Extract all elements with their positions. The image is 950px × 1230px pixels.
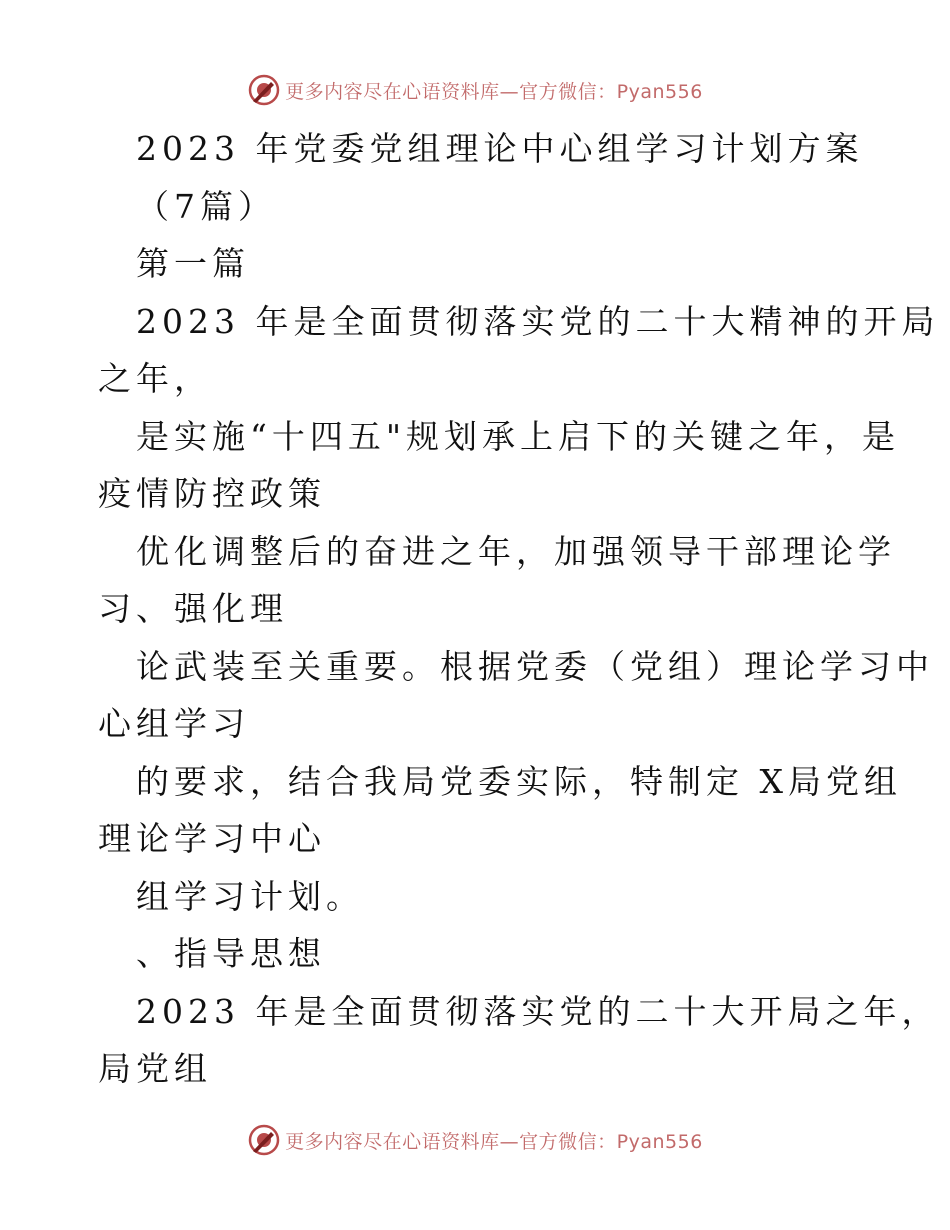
paragraph-line: 是实施“十四五"规划承上启下的关键之年，是	[136, 416, 901, 456]
section-heading: 第一篇	[136, 244, 250, 283]
paragraph-line: 的要求，结合我局党委实际，特制定 X局党组	[136, 761, 902, 801]
paragraph-line: 心组学习	[98, 704, 250, 743]
paragraph-line: 之年，	[98, 359, 212, 398]
paragraph-line: 疫情防控政策	[98, 474, 326, 513]
paragraph-line: 论武装至关重要。根据党委（党组）理论学习中	[136, 646, 934, 686]
section-heading: 、指导思想	[136, 934, 326, 973]
paragraph-line: 2023 年是全面贯彻落实党的二十大精神的开局	[136, 301, 940, 341]
pen-circle-logo-icon	[247, 73, 281, 107]
doc-subtitle: （7篇）	[136, 186, 276, 226]
watermark-text: 更多内容尽在心语资料库—官方微信：Pyan556	[285, 1130, 703, 1153]
paragraph-line: 优化调整后的奋进之年，加强领导干部理论学	[136, 531, 896, 571]
watermark-text: 更多内容尽在心语资料库—官方微信：Pyan556	[285, 80, 703, 103]
pen-circle-logo-icon	[247, 1123, 281, 1157]
watermark-banner-top	[0, 70, 950, 110]
document-body	[98, 120, 940, 1098]
paragraph-line: 理论学习中心	[98, 819, 326, 858]
doc-title: 2023 年党委党组理论中心组学习计划方案	[136, 129, 864, 168]
paragraph-line: 局党组	[98, 1049, 212, 1088]
paragraph-line: 习、强化理	[98, 589, 288, 628]
paragraph-line: 2023 年是全面贯彻落实党的二十大开局之年，	[136, 991, 940, 1031]
paragraph-line: 组学习计划。	[136, 876, 364, 916]
watermark-banner-bottom	[0, 1120, 950, 1160]
